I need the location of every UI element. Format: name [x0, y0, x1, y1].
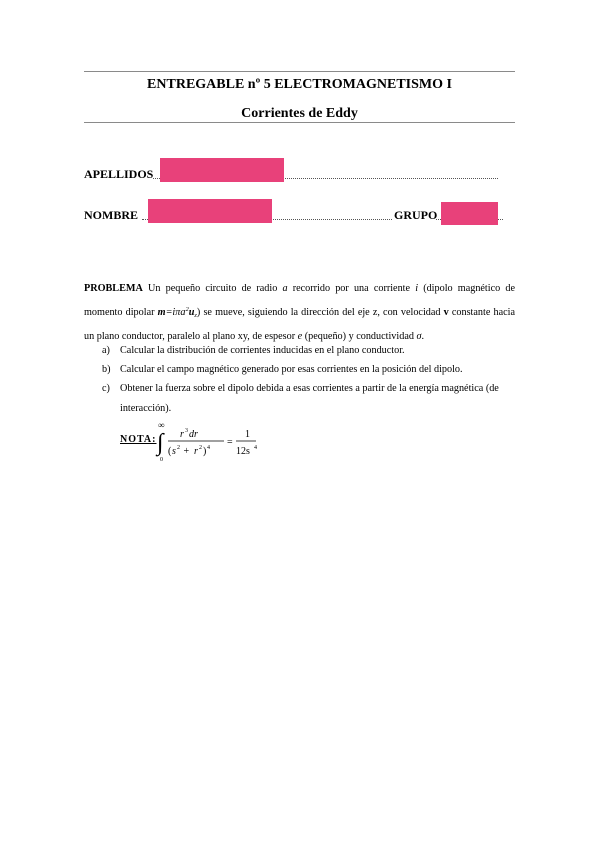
denominator-r-exp: 2: [199, 445, 202, 451]
problem-statement: [84, 278, 515, 347]
dipole-moment-formula: [158, 307, 197, 318]
rhs-numerator: 1: [245, 429, 250, 440]
nombre-redaction: [148, 199, 272, 223]
unit-vector: u: [188, 307, 195, 318]
nombre-label: NOMBRE: [84, 208, 138, 222]
variable-sigma: σ: [416, 331, 422, 342]
moment-symbol: m: [157, 307, 166, 318]
apellidos-redaction: [160, 158, 284, 182]
numerator-r: r: [180, 429, 184, 440]
variable-v: v: [443, 307, 449, 318]
list-item-text: Calcular la distribución de corrientes inducidas en el plano conductor.: [120, 345, 405, 356]
problem-text: recorrido por una corriente: [287, 283, 416, 294]
grupo-redaction: [441, 202, 498, 225]
variable-e: e: [297, 331, 303, 342]
grupo-label: GRUPO: [394, 208, 438, 222]
problem-text: constante hacia un plano conductor, paralelo al plano xy, de espesor: [84, 307, 515, 342]
denominator-close: ): [203, 446, 207, 457]
list-item-label: a): [102, 345, 110, 356]
list-item-c: [102, 379, 515, 419]
list-item-text: Obtener la fuerza sobre el dipolo debida a esas corrientes a partir de la energía magnética (de interacción).: [120, 383, 499, 414]
list-item-label: b): [102, 364, 111, 375]
lower-limit: 0: [160, 457, 163, 463]
unit-vector-subscript: z: [194, 312, 197, 319]
moment-expression: =iπa: [165, 307, 186, 318]
list-item-label: c): [102, 383, 110, 394]
denominator-open: (: [168, 446, 172, 457]
equals-sign: =: [227, 437, 233, 448]
denominator-r: r: [194, 446, 198, 457]
moment-exponent: 2: [185, 306, 189, 313]
numerator-exponent: 3: [185, 428, 188, 434]
rhs-denominator-exp: 4: [254, 445, 257, 451]
nota-label: NOTA:: [120, 434, 157, 445]
denominator-s-exp: 2: [177, 445, 180, 451]
denominator-power: 4: [207, 445, 210, 451]
document-title: ENTREGABLE nº 5 ELECTROMAGNETISMO I: [147, 77, 452, 92]
denominator-s: s: [172, 446, 176, 457]
apellidos-label: APELLIDOS: [84, 167, 154, 181]
problem-text: (dipolo magnético de momento dipolar: [84, 283, 515, 318]
top-rule: [84, 71, 515, 72]
problem-text: ) se mueve, siguiendo la dirección del eje z, con velocidad: [196, 307, 444, 318]
problem-text: Un pequeño circuito de radio: [142, 283, 283, 294]
rhs-denominator: 12s: [236, 446, 250, 457]
numerator-dr: dr: [189, 429, 198, 440]
denominator-plus: +: [181, 446, 192, 457]
variable-a: a: [282, 283, 288, 294]
document-subtitle: Corrientes de Eddy: [241, 106, 358, 121]
list-item-text: Calcular el campo magnético generado por esas corrientes en la posición del dipolo.: [120, 364, 463, 375]
problem-text: (pequeño) y conductividad: [302, 331, 417, 342]
bottom-rule: [84, 122, 515, 123]
integral-formula: [156, 418, 296, 468]
problem-text: .: [421, 331, 425, 342]
problem-heading: PROBLEMA: [84, 283, 143, 294]
integral-sign: ∫: [157, 430, 164, 456]
variable-i: i: [415, 283, 419, 294]
upper-limit: ∞: [158, 420, 165, 430]
